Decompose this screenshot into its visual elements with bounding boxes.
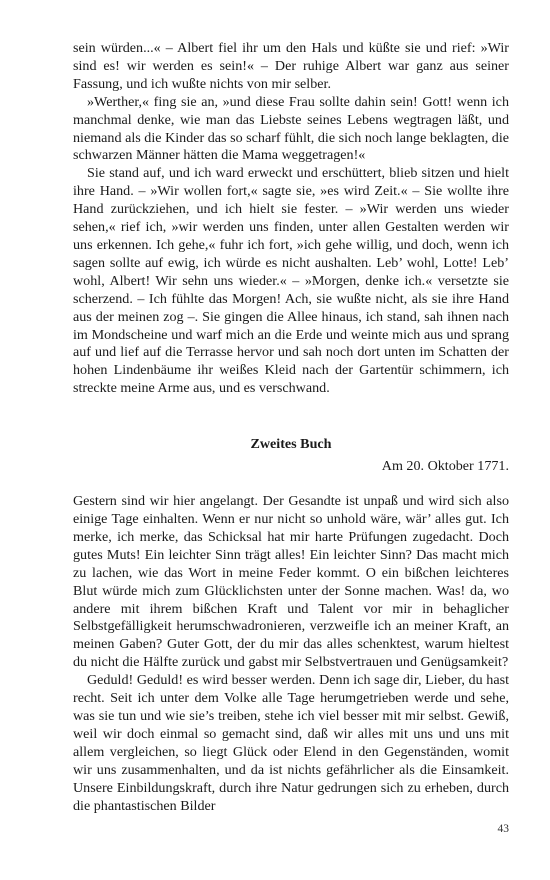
paragraph: Sie stand auf, und ich ward erweckt und erschüttert, blieb sitzen und hielt ihre Hand. – »Wir wollen fort,« sagte sie, »es wird Zeit.« – Sie wollte ihre Hand zurückziehen, und ich hielt sie fester. – »Wir werden uns wieder sehen,« rief ich, »wir werden uns finden, unter allen Gestalten werden wir uns erkennen. Ich gehe,« fuhr ich fort, »ich gehe willig, und doch, wenn ich sagen sollte auf ewig, ich würde es nicht aushalten. Leb’ wohl, Lotte! Leb’ wohl, Albert! Wir sehn uns wieder.« – »Morgen, denke ich.« versetzte sie scherzend. – Ich fühlte das Morgen! Ach, sie wußte nicht, als sie ihre Hand aus der meinen zog –. Sie gingen die Allee hinaus, ich stand, sah ihnen nach im Mondscheine und warf mich an die Erde und weinte mich aus und sprang auf und lief auf die Terrasse hervor und sah noch dort unten im Schatten der hohen Lindenbäume ihr weißes Kleid nach der Gartentür schimmern, ich streckte meine Arme aus, und es verschwand. [73, 165, 509, 397]
page-number: 43 [497, 823, 509, 835]
letter-dateline: Am 20. Oktober 1771. [381, 458, 509, 475]
text-block-top [73, 40, 509, 398]
paragraph: Geduld! Geduld! es wird besser werden. Denn ich sage dir, Lieber, du hast recht. Seit ich unter dem Volke alle Tage herumgetrieben werde und sehe, was sie tun und wie sie’s treiben, stehe ich viel besser mit mir selbst. Gewiß, weil wir doch einmal so gemacht sind, daß wir alles mit uns und uns mit allem vergleichen, so liegt Glück oder Elend in den Gegenständen, womit wir uns zusammenhalten, und da ist nichts gefährlicher als die Einsamkeit. Unsere Einbildungskraft, durch ihre Natur gedrungen sich zu erheben, durch die phantastischen Bilder [73, 672, 509, 814]
book-page [73, 40, 509, 815]
section-heading: Zweites Buch [250, 436, 332, 453]
paragraph: sein würden...« – Albert fiel ihr um den Hals und küßte sie und rief: »Wir sind es! wir werden es sein!« – Der ruhige Albert war ganz aus seiner Fassung, und ich wußte nichts von mir selber. [73, 40, 509, 92]
text-block-bottom [73, 493, 509, 815]
paragraph: Gestern sind wir hier angelangt. Der Gesandte ist unpaß und wird sich also einige Tage einhalten. Wenn er nur nicht so unhold wäre, wär’ alles gut. Ich merke, ich merke, das Schicksal hat mir harte Prüfungen zugedacht. Doch gutes Muts! Ein leichter Sinn trägt alles! Ein leichter Sinn? Das macht mich zu lachen, wie das Wort in meine Feder kommt. O ein bißchen leichteres Blut würde mich zum Glücklichsten unter der Sonne machen. Was! da, wo andere mit ihrem bißchen Kraft und Talent vor mir in behaglicher Selbstgefälligkeit herumschwadronieren, verzweifle ich an meiner Kraft, an meinen Gaben? Guter Gott, der du mir das alles schenktest, warum hieltest du nicht die Hälfte zurück und gabst mir Selbstvertrauen und Genügsamkeit? [73, 493, 509, 671]
paragraph: »Werther,« fing sie an, »und diese Frau sollte dahin sein! Gott! wenn ich manchmal denke, wie man das Liebste seines Lebens wegtragen läßt, und niemand als die Kinder das so scharf fühlt, die sich noch lange beklagten, die schwarzen Männer hätten die Mama weggetragen!« [73, 93, 509, 164]
